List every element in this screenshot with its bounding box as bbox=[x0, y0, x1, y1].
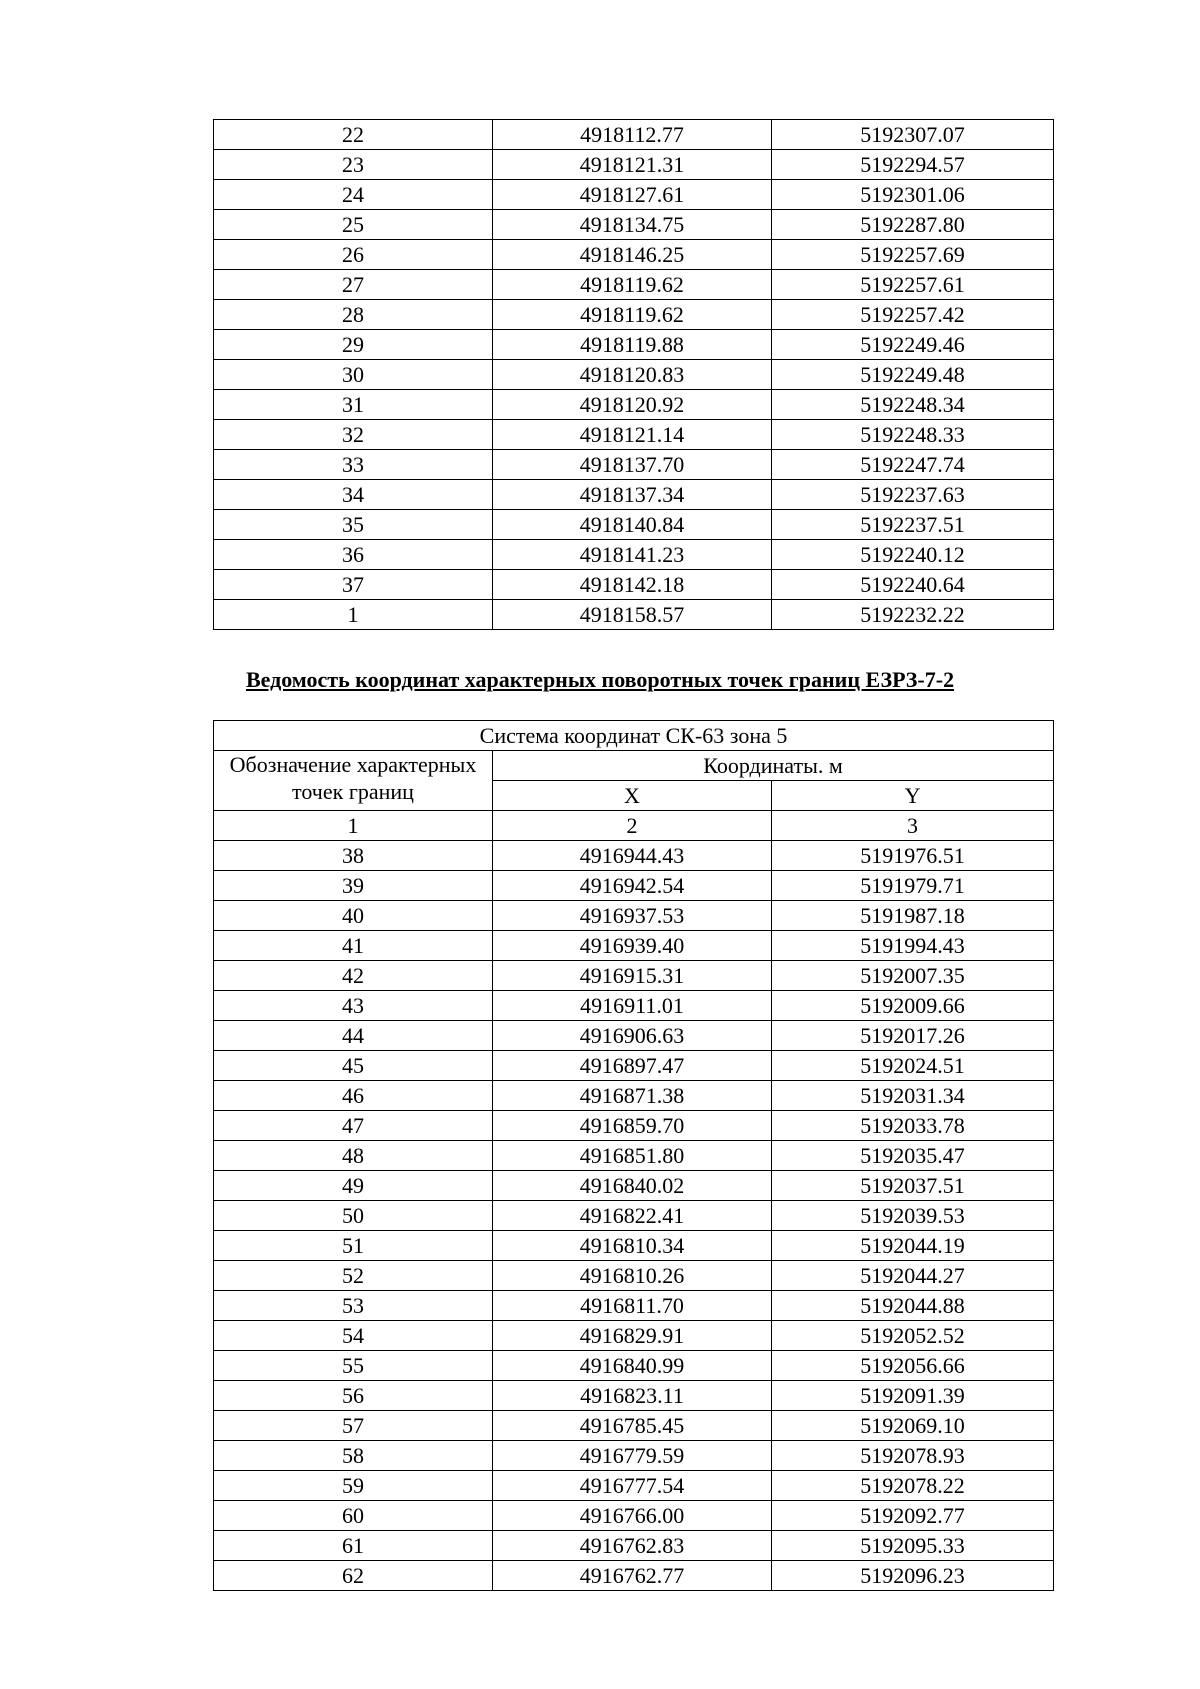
point-number-cell: 56 bbox=[214, 1381, 493, 1411]
y-coordinate-cell: 5192007.35 bbox=[772, 961, 1054, 991]
table-row bbox=[214, 570, 1054, 600]
x-coordinate-cell: 4916840.99 bbox=[493, 1351, 772, 1381]
x-coordinate-cell: 4916871.38 bbox=[493, 1081, 772, 1111]
x-coordinate-cell: 4916822.41 bbox=[493, 1201, 772, 1231]
table-row bbox=[214, 841, 1054, 871]
table-row bbox=[214, 1321, 1054, 1351]
y-coordinate-cell: 5192091.39 bbox=[772, 1381, 1054, 1411]
x-coordinate-cell: 4916810.26 bbox=[493, 1261, 772, 1291]
y-coordinate-cell: 5192287.80 bbox=[772, 210, 1054, 240]
y-coordinate-cell: 5192033.78 bbox=[772, 1111, 1054, 1141]
y-coordinate-cell: 5192249.46 bbox=[772, 330, 1054, 360]
y-coordinate-cell: 5192056.66 bbox=[772, 1351, 1054, 1381]
points-header bbox=[214, 751, 493, 811]
y-coordinate-cell: 5192247.74 bbox=[772, 450, 1054, 480]
point-number-cell: 62 bbox=[214, 1561, 493, 1591]
table-row bbox=[214, 1231, 1054, 1261]
table2-header bbox=[214, 721, 1054, 841]
y-coordinate-cell: 5192249.48 bbox=[772, 360, 1054, 390]
points-header-line2: точек границ bbox=[292, 779, 414, 804]
x-coordinate-cell: 4918119.62 bbox=[493, 270, 772, 300]
y-coordinate-cell: 5192092.77 bbox=[772, 1501, 1054, 1531]
table-row bbox=[214, 540, 1054, 570]
y-coordinate-cell: 5192044.27 bbox=[772, 1261, 1054, 1291]
y-coordinate-cell: 5192037.51 bbox=[772, 1171, 1054, 1201]
point-number-cell: 60 bbox=[214, 1501, 493, 1531]
table-row bbox=[214, 300, 1054, 330]
point-number-cell: 41 bbox=[214, 931, 493, 961]
table2-body bbox=[214, 841, 1054, 1591]
table-row bbox=[214, 450, 1054, 480]
table-row bbox=[214, 1471, 1054, 1501]
x-coordinate-cell: 4916906.63 bbox=[493, 1021, 772, 1051]
x-coordinate-cell: 4916937.53 bbox=[493, 901, 772, 931]
y-coordinate-cell: 5192248.33 bbox=[772, 420, 1054, 450]
coordinate-system-label: Система координат СК-63 зона 5 bbox=[214, 721, 1054, 751]
y-coordinate-cell: 5191987.18 bbox=[772, 901, 1054, 931]
table-row bbox=[214, 961, 1054, 991]
point-number-cell: 44 bbox=[214, 1021, 493, 1051]
x-coordinate-cell: 4916811.70 bbox=[493, 1291, 772, 1321]
table-row bbox=[214, 150, 1054, 180]
y-coordinate-cell: 5191976.51 bbox=[772, 841, 1054, 871]
table-row bbox=[214, 1021, 1054, 1051]
y-coordinate-cell: 5192078.22 bbox=[772, 1471, 1054, 1501]
x-coordinate-cell: 4916851.80 bbox=[493, 1141, 772, 1171]
x-coordinate-cell: 4918134.75 bbox=[493, 210, 772, 240]
y-coordinate-cell: 5191994.43 bbox=[772, 931, 1054, 961]
table-row bbox=[214, 1381, 1054, 1411]
y-coordinate-cell: 5192240.12 bbox=[772, 540, 1054, 570]
y-coordinate-cell: 5192257.61 bbox=[772, 270, 1054, 300]
table-row bbox=[214, 931, 1054, 961]
x-coordinate-cell: 4916766.00 bbox=[493, 1501, 772, 1531]
point-number-cell: 54 bbox=[214, 1321, 493, 1351]
point-number-cell: 38 bbox=[214, 841, 493, 871]
point-number-cell: 53 bbox=[214, 1291, 493, 1321]
x-coordinate-cell: 4918119.88 bbox=[493, 330, 772, 360]
table-row bbox=[214, 1171, 1054, 1201]
table-row bbox=[214, 1411, 1054, 1441]
x-coordinate-cell: 4916915.31 bbox=[493, 961, 772, 991]
y-coordinate-cell: 5192069.10 bbox=[772, 1411, 1054, 1441]
x-coordinate-cell: 4916777.54 bbox=[493, 1471, 772, 1501]
coordinates-table-continued bbox=[213, 119, 1054, 630]
y-coordinate-cell: 5192237.51 bbox=[772, 510, 1054, 540]
point-number-cell: 51 bbox=[214, 1231, 493, 1261]
col-number-1: 1 bbox=[214, 811, 493, 841]
point-number-cell: 32 bbox=[214, 420, 493, 450]
point-number-cell: 43 bbox=[214, 991, 493, 1021]
point-number-cell: 50 bbox=[214, 1201, 493, 1231]
x-coordinate-cell: 4918127.61 bbox=[493, 180, 772, 210]
y-coordinate-cell: 5192237.63 bbox=[772, 480, 1054, 510]
table-row bbox=[214, 1291, 1054, 1321]
x-coordinate-cell: 4916859.70 bbox=[493, 1111, 772, 1141]
point-number-cell: 27 bbox=[214, 270, 493, 300]
y-coordinate-cell: 5192024.51 bbox=[772, 1051, 1054, 1081]
x-coordinate-cell: 4918120.92 bbox=[493, 390, 772, 420]
point-number-cell: 57 bbox=[214, 1411, 493, 1441]
y-coordinate-cell: 5192031.34 bbox=[772, 1081, 1054, 1111]
table-row bbox=[214, 871, 1054, 901]
x-coordinate-cell: 4916785.45 bbox=[493, 1411, 772, 1441]
point-number-cell: 28 bbox=[214, 300, 493, 330]
point-number-cell: 40 bbox=[214, 901, 493, 931]
y-coordinate-cell: 5192044.88 bbox=[772, 1291, 1054, 1321]
point-number-cell: 47 bbox=[214, 1111, 493, 1141]
table1-body bbox=[214, 120, 1054, 630]
y-coordinate-cell: 5192301.06 bbox=[772, 180, 1054, 210]
coords-header: Координаты. м bbox=[493, 751, 1054, 781]
point-number-cell: 26 bbox=[214, 240, 493, 270]
table-row bbox=[214, 1501, 1054, 1531]
y-coordinate-cell: 5192257.42 bbox=[772, 300, 1054, 330]
table-row bbox=[214, 360, 1054, 390]
point-number-cell: 46 bbox=[214, 1081, 493, 1111]
coordinates-table-ezrz-7-2 bbox=[213, 720, 1054, 1591]
y-header: Y bbox=[772, 781, 1054, 811]
x-coordinate-cell: 4916823.11 bbox=[493, 1381, 772, 1411]
table-row bbox=[214, 1531, 1054, 1561]
y-coordinate-cell: 5192294.57 bbox=[772, 150, 1054, 180]
table-row bbox=[214, 270, 1054, 300]
x-coordinate-cell: 4916939.40 bbox=[493, 931, 772, 961]
y-coordinate-cell: 5192078.93 bbox=[772, 1441, 1054, 1471]
y-coordinate-cell: 5191979.71 bbox=[772, 871, 1054, 901]
x-coordinate-cell: 4918120.83 bbox=[493, 360, 772, 390]
table-row bbox=[214, 180, 1054, 210]
x-coordinate-cell: 4916810.34 bbox=[493, 1231, 772, 1261]
y-coordinate-cell: 5192248.34 bbox=[772, 390, 1054, 420]
x-coordinate-cell: 4918142.18 bbox=[493, 570, 772, 600]
points-header-line1: Обозначение характерных bbox=[229, 752, 477, 777]
y-coordinate-cell: 5192052.52 bbox=[772, 1321, 1054, 1351]
y-coordinate-cell: 5192039.53 bbox=[772, 1201, 1054, 1231]
point-number-cell: 39 bbox=[214, 871, 493, 901]
x-coordinate-cell: 4916840.02 bbox=[493, 1171, 772, 1201]
x-coordinate-cell: 4916779.59 bbox=[493, 1441, 772, 1471]
x-coordinate-cell: 4918137.70 bbox=[493, 450, 772, 480]
x-coordinate-cell: 4918158.57 bbox=[493, 600, 772, 630]
y-coordinate-cell: 5192096.23 bbox=[772, 1561, 1054, 1591]
point-number-cell: 31 bbox=[214, 390, 493, 420]
table-row bbox=[214, 901, 1054, 931]
table-row bbox=[214, 1441, 1054, 1471]
x-coordinate-cell: 4916897.47 bbox=[493, 1051, 772, 1081]
table-row bbox=[214, 480, 1054, 510]
table-row bbox=[214, 1051, 1054, 1081]
point-number-cell: 37 bbox=[214, 570, 493, 600]
x-coordinate-cell: 4918119.62 bbox=[493, 300, 772, 330]
x-coordinate-cell: 4918121.14 bbox=[493, 420, 772, 450]
table-row bbox=[214, 1081, 1054, 1111]
point-number-cell: 1 bbox=[214, 600, 493, 630]
statement-heading: Ведомость координат характерных поворотных точек границ ЕЗРЗ-7-2 bbox=[245, 667, 955, 692]
table-row bbox=[214, 1351, 1054, 1381]
x-coordinate-cell: 4918140.84 bbox=[493, 510, 772, 540]
y-coordinate-cell: 5192240.64 bbox=[772, 570, 1054, 600]
point-number-cell: 29 bbox=[214, 330, 493, 360]
point-number-cell: 52 bbox=[214, 1261, 493, 1291]
point-number-cell: 55 bbox=[214, 1351, 493, 1381]
point-number-cell: 33 bbox=[214, 450, 493, 480]
point-number-cell: 45 bbox=[214, 1051, 493, 1081]
x-coordinate-cell: 4916762.83 bbox=[493, 1531, 772, 1561]
point-number-cell: 61 bbox=[214, 1531, 493, 1561]
table-row bbox=[214, 390, 1054, 420]
x-coordinate-cell: 4916829.91 bbox=[493, 1321, 772, 1351]
point-number-cell: 48 bbox=[214, 1141, 493, 1171]
point-number-cell: 59 bbox=[214, 1471, 493, 1501]
point-number-cell: 25 bbox=[214, 210, 493, 240]
table-row bbox=[214, 1261, 1054, 1291]
x-coordinate-cell: 4918141.23 bbox=[493, 540, 772, 570]
x-coordinate-cell: 4918137.34 bbox=[493, 480, 772, 510]
point-number-cell: 49 bbox=[214, 1171, 493, 1201]
point-number-cell: 34 bbox=[214, 480, 493, 510]
table-row bbox=[214, 1111, 1054, 1141]
point-number-cell: 35 bbox=[214, 510, 493, 540]
table-row bbox=[214, 330, 1054, 360]
table-row bbox=[214, 510, 1054, 540]
x-coordinate-cell: 4918121.31 bbox=[493, 150, 772, 180]
y-coordinate-cell: 5192307.07 bbox=[772, 120, 1054, 150]
point-number-cell: 36 bbox=[214, 540, 493, 570]
y-coordinate-cell: 5192095.33 bbox=[772, 1531, 1054, 1561]
y-coordinate-cell: 5192035.47 bbox=[772, 1141, 1054, 1171]
point-number-cell: 24 bbox=[214, 180, 493, 210]
table-row bbox=[214, 420, 1054, 450]
x-coordinate-cell: 4916762.77 bbox=[493, 1561, 772, 1591]
x-header: X bbox=[493, 781, 772, 811]
table-row bbox=[214, 240, 1054, 270]
table-row bbox=[214, 1201, 1054, 1231]
point-number-cell: 23 bbox=[214, 150, 493, 180]
col-number-2: 2 bbox=[493, 811, 772, 841]
table-row bbox=[214, 210, 1054, 240]
point-number-cell: 58 bbox=[214, 1441, 493, 1471]
point-number-cell: 22 bbox=[214, 120, 493, 150]
table-row bbox=[214, 991, 1054, 1021]
y-coordinate-cell: 5192017.26 bbox=[772, 1021, 1054, 1051]
y-coordinate-cell: 5192044.19 bbox=[772, 1231, 1054, 1261]
x-coordinate-cell: 4916942.54 bbox=[493, 871, 772, 901]
table-row bbox=[214, 1561, 1054, 1591]
y-coordinate-cell: 5192009.66 bbox=[772, 991, 1054, 1021]
x-coordinate-cell: 4918112.77 bbox=[493, 120, 772, 150]
col-number-3: 3 bbox=[772, 811, 1054, 841]
point-number-cell: 42 bbox=[214, 961, 493, 991]
x-coordinate-cell: 4916944.43 bbox=[493, 841, 772, 871]
table-row bbox=[214, 120, 1054, 150]
point-number-cell: 30 bbox=[214, 360, 493, 390]
x-coordinate-cell: 4916911.01 bbox=[493, 991, 772, 1021]
y-coordinate-cell: 5192232.22 bbox=[772, 600, 1054, 630]
y-coordinate-cell: 5192257.69 bbox=[772, 240, 1054, 270]
table-row bbox=[214, 600, 1054, 630]
x-coordinate-cell: 4918146.25 bbox=[493, 240, 772, 270]
table-row bbox=[214, 1141, 1054, 1171]
